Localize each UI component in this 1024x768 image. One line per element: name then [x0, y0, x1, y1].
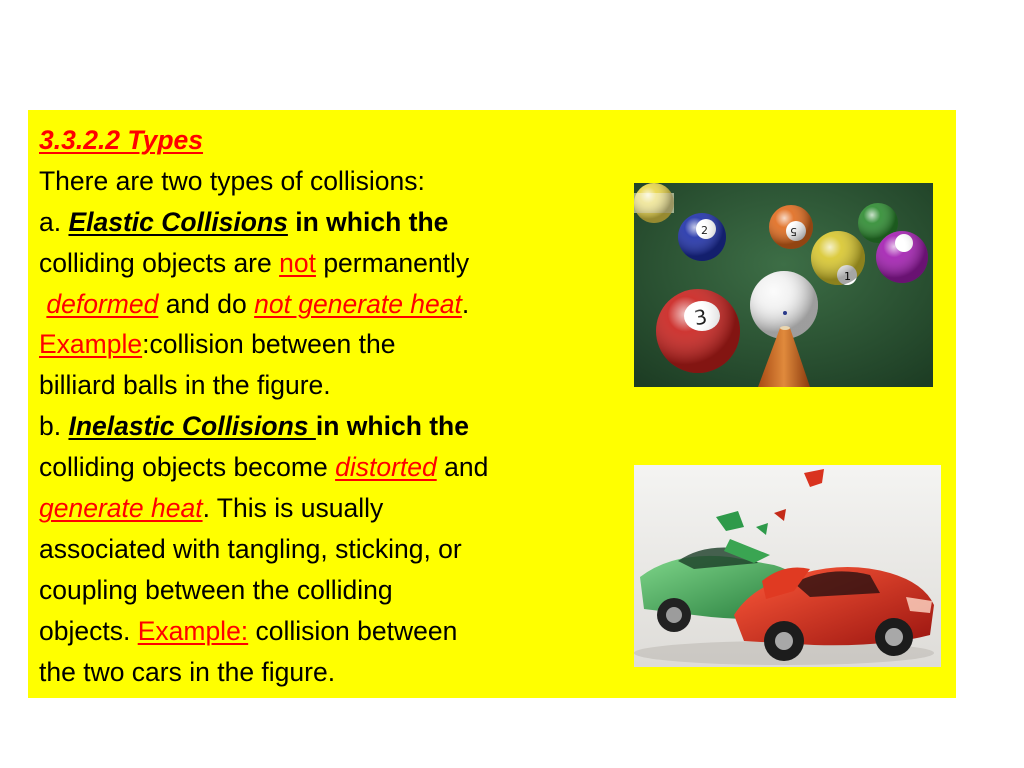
inelastic-line-7: the two cars in the figure.: [39, 656, 336, 687]
elastic-collisions-term: Elastic Collisions: [68, 206, 288, 237]
intro-line: There are two types of collisions:: [39, 165, 425, 196]
slide-text-block: [39, 120, 629, 692]
example-1-line-1: Example:collision between the: [39, 329, 396, 360]
billiard-balls-image: [634, 183, 933, 387]
inelastic-collisions-term: Inelastic Collisions: [68, 411, 316, 442]
example-1-label: Example: [39, 329, 143, 360]
deformed-keyword: deformed: [46, 288, 159, 319]
example-2-label: Example:: [137, 615, 249, 646]
section-heading: 3.3.2.2 Types: [39, 125, 204, 155]
distorted-keyword: distorted: [335, 452, 437, 483]
example-1-line-2: billiard balls in the figure.: [39, 370, 331, 401]
inelastic-line-6: objects. Example: collision between: [39, 615, 458, 646]
elastic-line-2: colliding objects are not permanently: [39, 247, 470, 278]
not-keyword: not: [279, 247, 316, 278]
inelastic-line-3: generate heat. This is usually: [39, 493, 384, 524]
inelastic-line-4: associated with tangling, sticking, or: [39, 533, 462, 564]
elastic-line-1: a. Elastic Collisions in which the: [39, 206, 449, 237]
crashing-cars-image: [634, 465, 941, 667]
generate-heat-keyword: generate heat: [39, 493, 203, 524]
inelastic-line-1: b. Inelastic Collisions in which the: [39, 411, 469, 442]
inelastic-line-5: coupling between the colliding: [39, 574, 393, 605]
elastic-line-3: deformed and do not generate heat.: [46, 288, 470, 319]
not-generate-heat-keyword: not generate heat: [254, 288, 462, 319]
inelastic-line-2: colliding objects become distorted and: [39, 452, 489, 483]
